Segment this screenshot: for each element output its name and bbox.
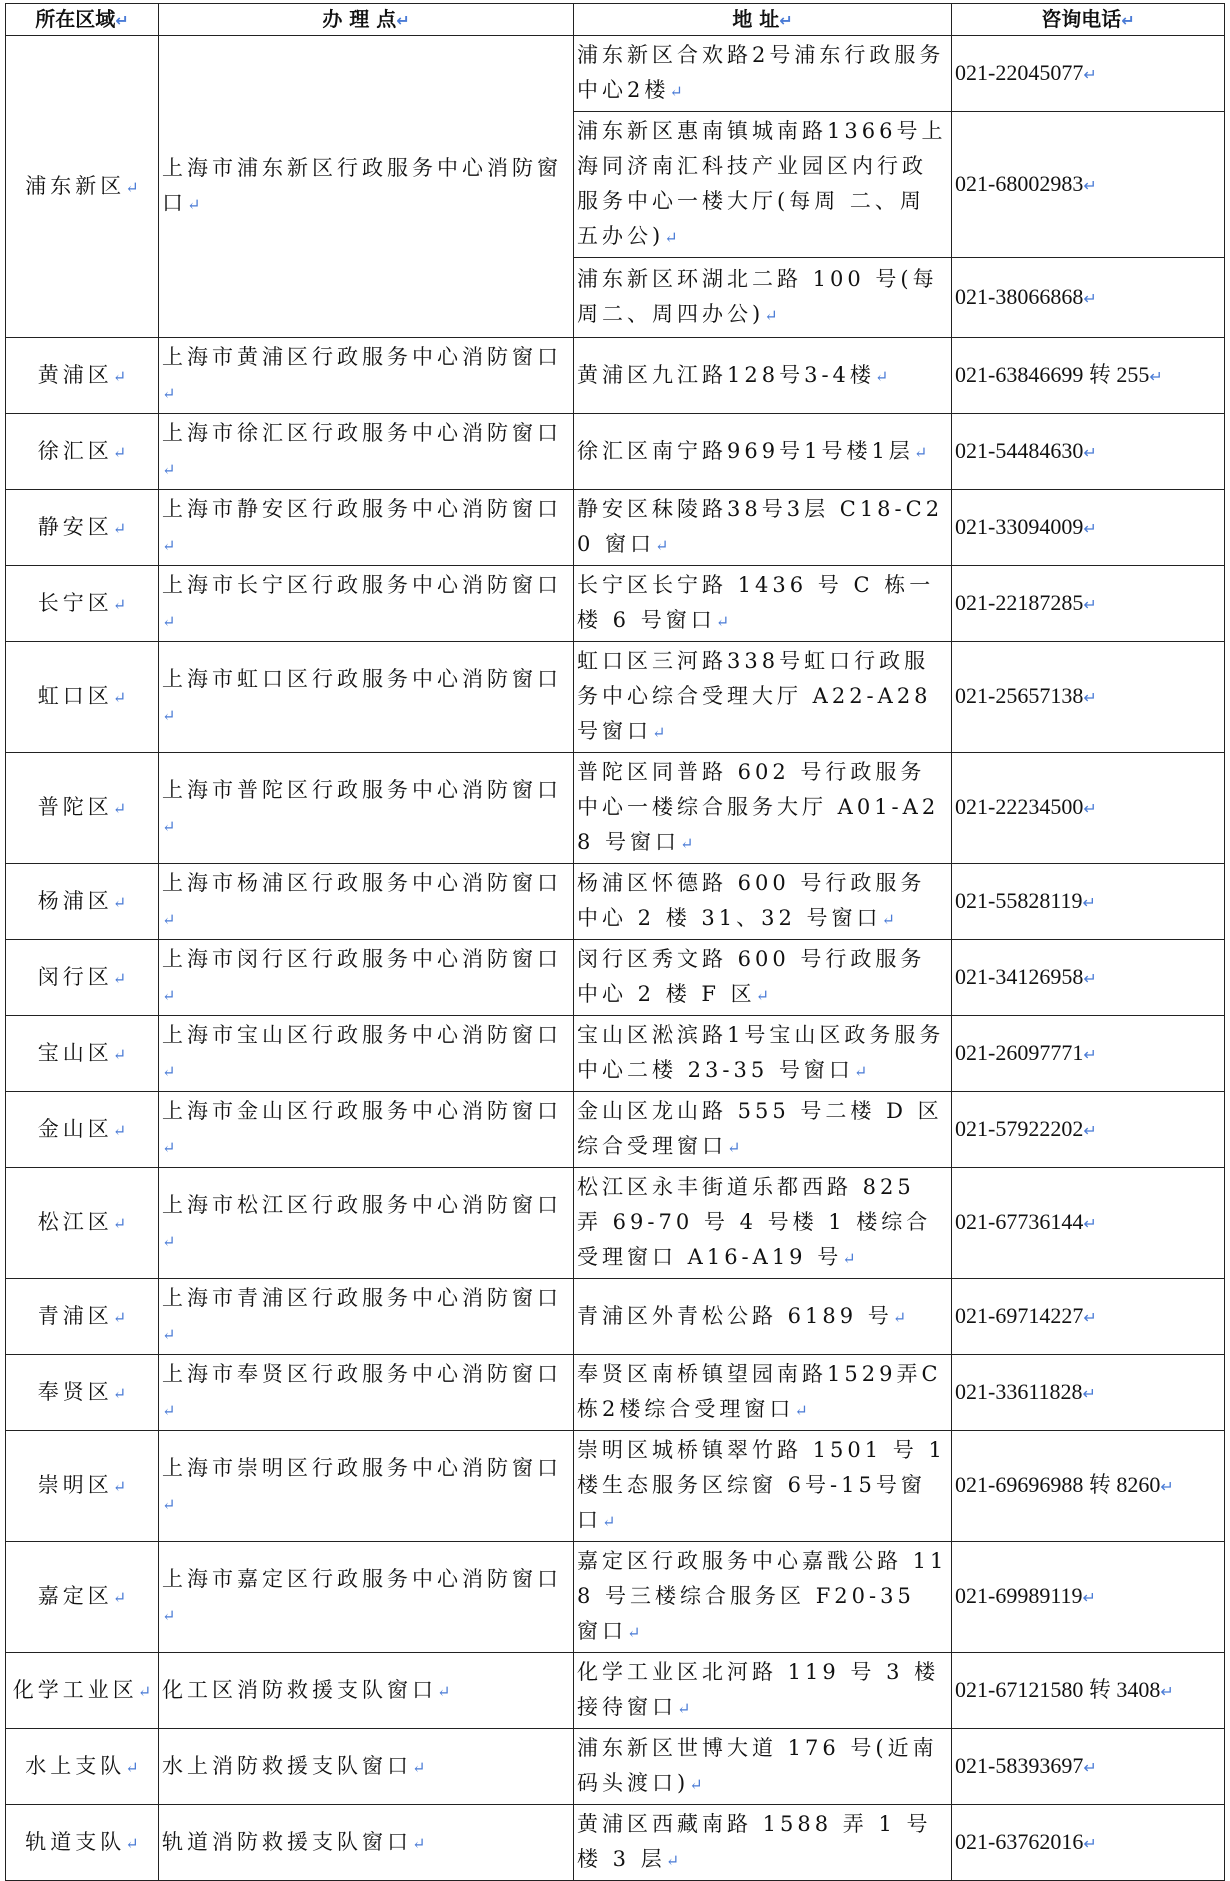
office-cell: 上海市徐汇区行政服务中心消防窗口↵ — [159, 414, 574, 490]
office-cell: 上海市虹口区行政服务中心消防窗口↵ — [159, 642, 574, 753]
phone-cell: 021-38066868↵ — [952, 258, 1225, 338]
table-row — [6, 642, 1225, 753]
phone-cell: 021-68002983↵ — [952, 112, 1225, 258]
office-cell: 上海市长宁区行政服务中心消防窗口↵ — [159, 566, 574, 642]
phone-cell: 021-63846699 转 255↵ — [952, 338, 1225, 414]
region-cell: 松江区↵ — [6, 1168, 159, 1279]
office-cell: 上海市松江区行政服务中心消防窗口↵ — [159, 1168, 574, 1279]
phone-cell: 021-69989119↵ — [952, 1542, 1225, 1653]
table-row — [6, 1016, 1225, 1092]
table-row — [6, 864, 1225, 940]
phone-cell: 021-63762016↵ — [952, 1805, 1225, 1881]
table-row — [6, 1431, 1225, 1542]
table-row — [6, 753, 1225, 864]
address-cell: 普陀区同普路 602 号行政服务中心一楼综合服务大厅 A01-A28 号窗口↵ — [574, 753, 952, 864]
region-cell: 黄浦区↵ — [6, 338, 159, 414]
phone-cell: 021-25657138↵ — [952, 642, 1225, 753]
table-row — [6, 1355, 1225, 1431]
office-cell: 上海市青浦区行政服务中心消防窗口↵ — [159, 1279, 574, 1355]
phone-cell: 021-69714227↵ — [952, 1279, 1225, 1355]
office-cell: 上海市闵行区行政服务中心消防窗口↵ — [159, 940, 574, 1016]
region-cell: 水上支队↵ — [6, 1729, 159, 1805]
table-row — [6, 414, 1225, 490]
region-cell: 轨道支队↵ — [6, 1805, 159, 1881]
address-cell: 浦东新区合欢路2号浦东行政服务中心2楼↵ — [574, 36, 952, 112]
region-cell: 虹口区↵ — [6, 642, 159, 753]
address-cell: 嘉定区行政服务中心嘉戬公路 118 号三楼综合服务区 F20-35 窗口↵ — [574, 1542, 952, 1653]
table-row — [6, 490, 1225, 566]
address-cell: 化学工业区北河路 119 号 3 楼接待窗口↵ — [574, 1653, 952, 1729]
office-cell: 上海市金山区行政服务中心消防窗口↵ — [159, 1092, 574, 1168]
table-row — [6, 1092, 1225, 1168]
region-cell: 金山区↵ — [6, 1092, 159, 1168]
table-row — [6, 1542, 1225, 1653]
phone-cell: 021-22187285↵ — [952, 566, 1225, 642]
region-cell: 奉贤区↵ — [6, 1355, 159, 1431]
region-cell: 静安区↵ — [6, 490, 159, 566]
address-cell: 静安区秣陵路38号3层 C18-C20 窗口↵ — [574, 490, 952, 566]
region-cell: 青浦区↵ — [6, 1279, 159, 1355]
region-cell: 崇明区↵ — [6, 1431, 159, 1542]
office-cell: 化工区消防救援支队窗口↵ — [159, 1653, 574, 1729]
address-cell: 长宁区长宁路 1436 号 C 栋一楼 6 号窗口↵ — [574, 566, 952, 642]
region-cell: 普陀区↵ — [6, 753, 159, 864]
address-cell: 浦东新区惠南镇城南路1366号上海同济南汇科技产业园区内行政服务中心一楼大厅(每周 二、周五办公)↵ — [574, 112, 952, 258]
address-cell: 崇明区城桥镇翠竹路 1501 号 1 楼生态服务区综窗 6号-15号窗口↵ — [574, 1431, 952, 1542]
phone-cell: 021-54484630↵ — [952, 414, 1225, 490]
phone-cell: 021-34126958↵ — [952, 940, 1225, 1016]
table-row — [6, 940, 1225, 1016]
table-row — [6, 1805, 1225, 1881]
fire-service-window-table — [5, 3, 1225, 1881]
address-cell: 奉贤区南桥镇望园南路1529弄C栋2楼综合受理窗口↵ — [574, 1355, 952, 1431]
table-row — [6, 566, 1225, 642]
table-row — [6, 1653, 1225, 1729]
address-cell: 金山区龙山路 555 号二楼 D 区综合受理窗口↵ — [574, 1092, 952, 1168]
address-cell: 浦东新区世博大道 176 号(近南码头渡口)↵ — [574, 1729, 952, 1805]
table-row — [6, 1168, 1225, 1279]
address-cell: 杨浦区怀德路 600 号行政服务中心 2 楼 31、32 号窗口↵ — [574, 864, 952, 940]
header-office: 办 理 点↵ — [159, 4, 574, 36]
table-row — [6, 36, 1225, 112]
region-cell: 宝山区↵ — [6, 1016, 159, 1092]
address-cell: 黄浦区九江路128号3-4楼↵ — [574, 338, 952, 414]
table-row — [6, 1279, 1225, 1355]
region-cell: 浦东新区↵ — [6, 36, 159, 338]
phone-cell: 021-57922202↵ — [952, 1092, 1225, 1168]
office-cell: 上海市静安区行政服务中心消防窗口↵ — [159, 490, 574, 566]
address-cell: 松江区永丰街道乐都西路 825 弄 69-70 号 4 号楼 1 楼综合受理窗口 A16-A19 号↵ — [574, 1168, 952, 1279]
table-row — [6, 1729, 1225, 1805]
office-cell: 上海市嘉定区行政服务中心消防窗口↵ — [159, 1542, 574, 1653]
phone-cell: 021-22234500↵ — [952, 753, 1225, 864]
office-cell: 上海市崇明区行政服务中心消防窗口↵ — [159, 1431, 574, 1542]
phone-cell: 021-69696988 转 8260↵ — [952, 1431, 1225, 1542]
phone-cell: 021-26097771↵ — [952, 1016, 1225, 1092]
office-cell: 上海市宝山区行政服务中心消防窗口↵ — [159, 1016, 574, 1092]
region-cell: 嘉定区↵ — [6, 1542, 159, 1653]
phone-cell: 021-22045077↵ — [952, 36, 1225, 112]
region-cell: 化学工业区↵ — [6, 1653, 159, 1729]
office-cell: 上海市普陀区行政服务中心消防窗口↵ — [159, 753, 574, 864]
header-phone: 咨询电话↵ — [952, 4, 1225, 36]
phone-cell: 021-33094009↵ — [952, 490, 1225, 566]
phone-cell: 021-67121580 转 3408↵ — [952, 1653, 1225, 1729]
office-cell: 上海市浦东新区行政服务中心消防窗口↵ — [159, 36, 574, 338]
phone-cell: 021-67736144↵ — [952, 1168, 1225, 1279]
region-cell: 长宁区↵ — [6, 566, 159, 642]
address-cell: 闵行区秀文路 600 号行政服务中心 2 楼 F 区↵ — [574, 940, 952, 1016]
address-cell: 青浦区外青松公路 6189 号↵ — [574, 1279, 952, 1355]
address-cell: 虹口区三河路338号虹口行政服务中心综合受理大厅 A22-A28 号窗口↵ — [574, 642, 952, 753]
header-address: 地 址↵ — [574, 4, 952, 36]
office-cell: 上海市杨浦区行政服务中心消防窗口↵ — [159, 864, 574, 940]
region-cell: 闵行区↵ — [6, 940, 159, 1016]
address-cell: 浦东新区环湖北二路 100 号(每周二、周四办公)↵ — [574, 258, 952, 338]
office-cell: 上海市黄浦区行政服务中心消防窗口↵ — [159, 338, 574, 414]
office-cell: 轨道消防救援支队窗口↵ — [159, 1805, 574, 1881]
region-cell: 徐汇区↵ — [6, 414, 159, 490]
address-cell: 宝山区淞滨路1号宝山区政务服务中心二楼 23-35 号窗口↵ — [574, 1016, 952, 1092]
region-cell: 杨浦区↵ — [6, 864, 159, 940]
table-row — [6, 338, 1225, 414]
address-cell: 徐汇区南宁路969号1号楼1层↵ — [574, 414, 952, 490]
phone-cell: 021-58393697↵ — [952, 1729, 1225, 1805]
phone-cell: 021-33611828↵ — [952, 1355, 1225, 1431]
header-region: 所在区域↵ — [6, 4, 159, 36]
address-cell: 黄浦区西藏南路 1588 弄 1 号楼 3 层↵ — [574, 1805, 952, 1881]
office-cell: 上海市奉贤区行政服务中心消防窗口↵ — [159, 1355, 574, 1431]
office-cell: 水上消防救援支队窗口↵ — [159, 1729, 574, 1805]
phone-cell: 021-55828119↵ — [952, 864, 1225, 940]
